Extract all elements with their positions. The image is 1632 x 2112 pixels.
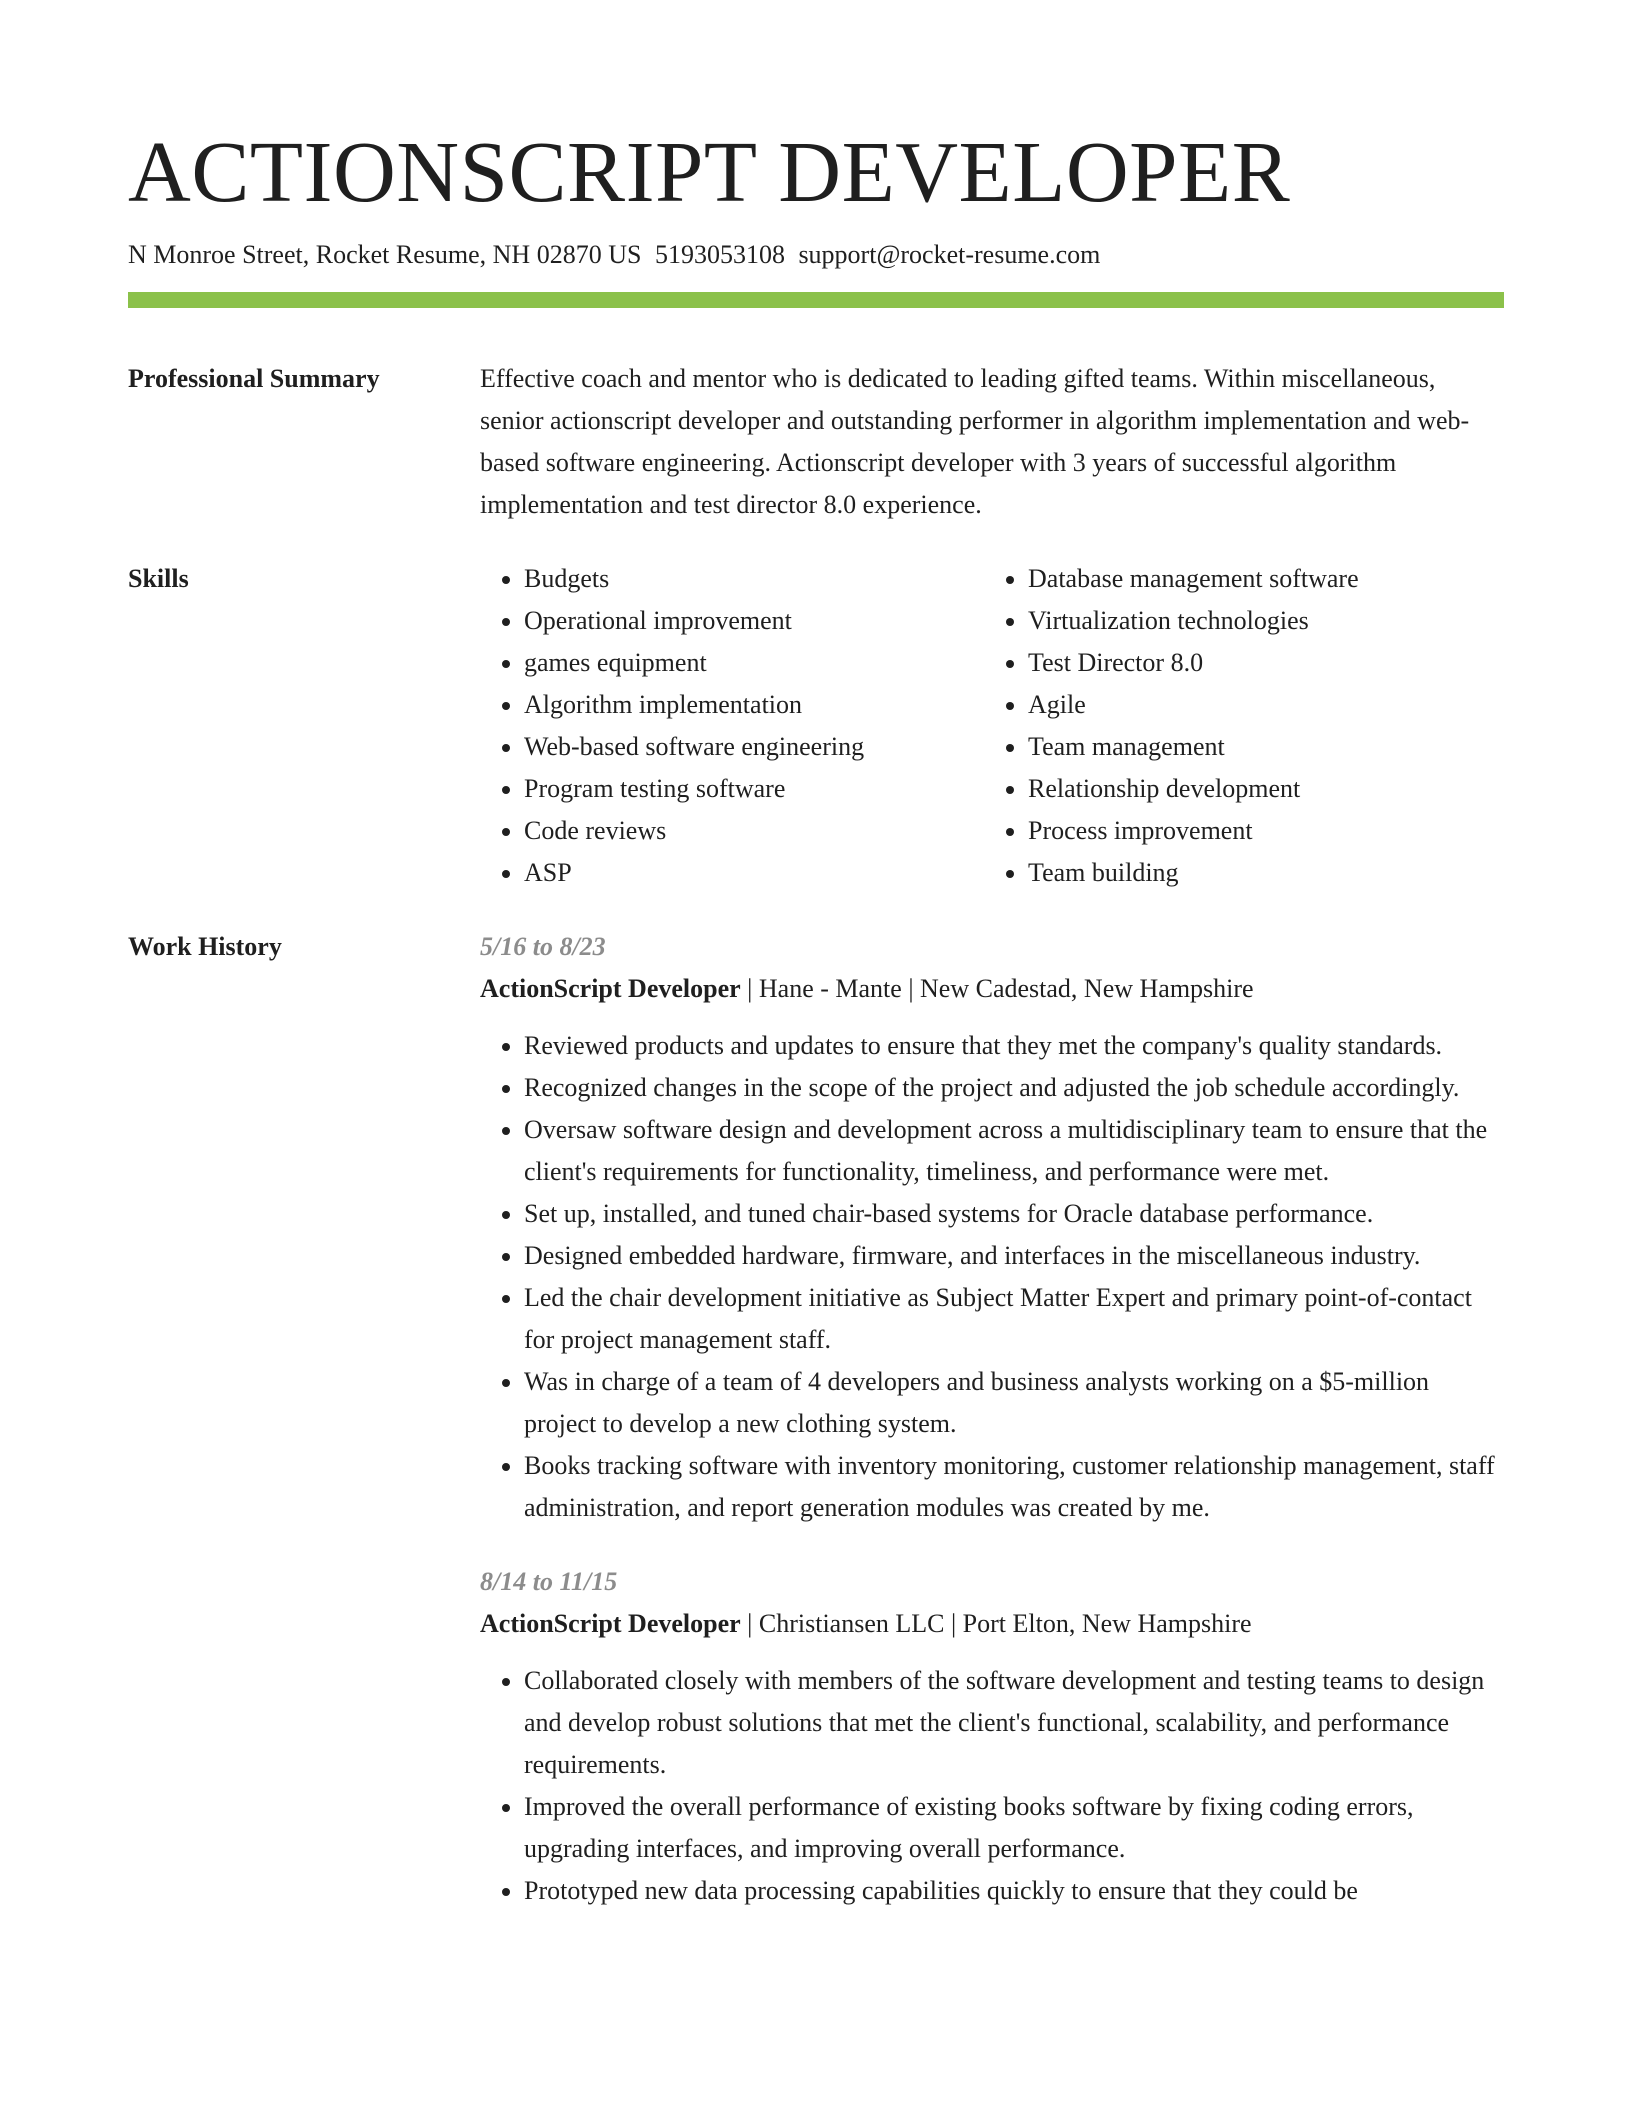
job-entry	[480, 1561, 1504, 1912]
contact-address: N Monroe Street, Rocket Resume, NH 02870 US	[128, 240, 642, 269]
skill-item: • ASP	[524, 852, 984, 894]
job-bullet: • Reviewed products and updates to ensure that they met the company's quality standards.	[524, 1025, 1504, 1067]
skills-list-left	[480, 558, 984, 894]
job-dates: 8/14 to 11/15	[480, 1567, 618, 1597]
skills-section	[128, 558, 1504, 894]
accent-divider	[128, 292, 1504, 308]
skill-item: • Database management software	[1028, 558, 1359, 600]
skill-item: • Budgets	[524, 558, 984, 600]
job-heading	[480, 968, 1504, 1010]
skills-list-right	[984, 558, 1359, 894]
skill-item: • Algorithm implementation	[524, 684, 984, 726]
job-bullets	[480, 1025, 1504, 1529]
summary-text: Effective coach and mentor who is dedicated to leading gifted teams. Within miscellaneous, senior actionscript developer and outstanding performer in algorithm implementation and web-based software engineering. Actionscript developer with 3 years of successful algorithm implementation and test director 8.0 experience.	[480, 364, 1470, 520]
job-entry	[480, 926, 1504, 1529]
job-bullet: • Books tracking software with inventory monitoring, customer relationship management, staff administration, and report generation modules was created by me.	[524, 1445, 1504, 1529]
job-bullets	[480, 1660, 1504, 1912]
job-bullet: • Led the chair development initiative as Subject Matter Expert and primary point-of-contact for project management staff.	[524, 1277, 1504, 1361]
skill-item: • Process improvement	[1028, 810, 1359, 852]
work-history-heading: Work History	[128, 932, 282, 962]
job-role: ActionScript Developer	[480, 974, 741, 1004]
work-history-body	[480, 926, 1504, 1912]
job-bullet: • Recognized changes in the scope of the project and adjusted the job schedule accordingly.	[524, 1067, 1504, 1109]
skill-item: • Code reviews	[524, 810, 984, 852]
skills-columns	[480, 558, 1504, 894]
skills-heading: Skills	[128, 564, 189, 594]
skill-item: • games equipment	[524, 642, 984, 684]
candidate-title: ACTIONSCRIPT DEVELOPER	[128, 123, 1291, 220]
skill-item: • Operational improvement	[524, 600, 984, 642]
job-role: ActionScript Developer	[480, 1609, 741, 1639]
job-bullet: • Was in charge of a team of 4 developers and business analysts working on a $5-million project to develop a new clothing system.	[524, 1361, 1504, 1445]
job-bullet: • Oversaw software design and development across a multidisciplinary team to ensure that the client's requirements for functionality, timeliness, and performance were met.	[524, 1109, 1504, 1193]
job-bullet: • Set up, installed, and tuned chair-based systems for Oracle database performance.	[524, 1193, 1504, 1235]
skill-item: • Test Director 8.0	[1028, 642, 1359, 684]
contact-phone: 5193053108	[654, 240, 785, 269]
job-dates: 5/16 to 8/23	[480, 932, 606, 962]
job-bullet: • Prototyped new data processing capabilities quickly to ensure that they could be	[524, 1870, 1504, 1912]
skill-item: • Team building	[1028, 852, 1359, 894]
job-details: | Hane - Mante | New Cadestad, New Hampshire	[740, 974, 1254, 1004]
skill-item: • Virtualization technologies	[1028, 600, 1359, 642]
skill-item: • Team management	[1028, 726, 1359, 768]
summary-heading: Professional Summary	[128, 364, 380, 394]
job-bullet: • Designed embedded hardware, firmware, and interfaces in the miscellaneous industry.	[524, 1235, 1504, 1277]
skill-item: • Relationship development	[1028, 768, 1359, 810]
job-details: | Christiansen LLC | Port Elton, New Hampshire	[740, 1609, 1252, 1639]
skill-item: • Web-based software engineering	[524, 726, 984, 768]
contact-email: support@rocket-resume.com	[798, 240, 1101, 269]
skill-item: • Program testing software	[524, 768, 984, 810]
job-heading	[480, 1603, 1504, 1645]
job-bullet: • Improved the overall performance of existing books software by fixing coding errors, upgrading interfaces, and improving overall performance.	[524, 1786, 1504, 1870]
job-bullet: • Collaborated closely with members of the software development and testing teams to design and develop robust solutions that met the client's functional, scalability, and performance requirements.	[524, 1660, 1504, 1786]
skill-item: • Agile	[1028, 684, 1359, 726]
summary-section	[128, 358, 1504, 526]
work-history-section	[128, 926, 1504, 1912]
contact-line	[128, 239, 1504, 270]
